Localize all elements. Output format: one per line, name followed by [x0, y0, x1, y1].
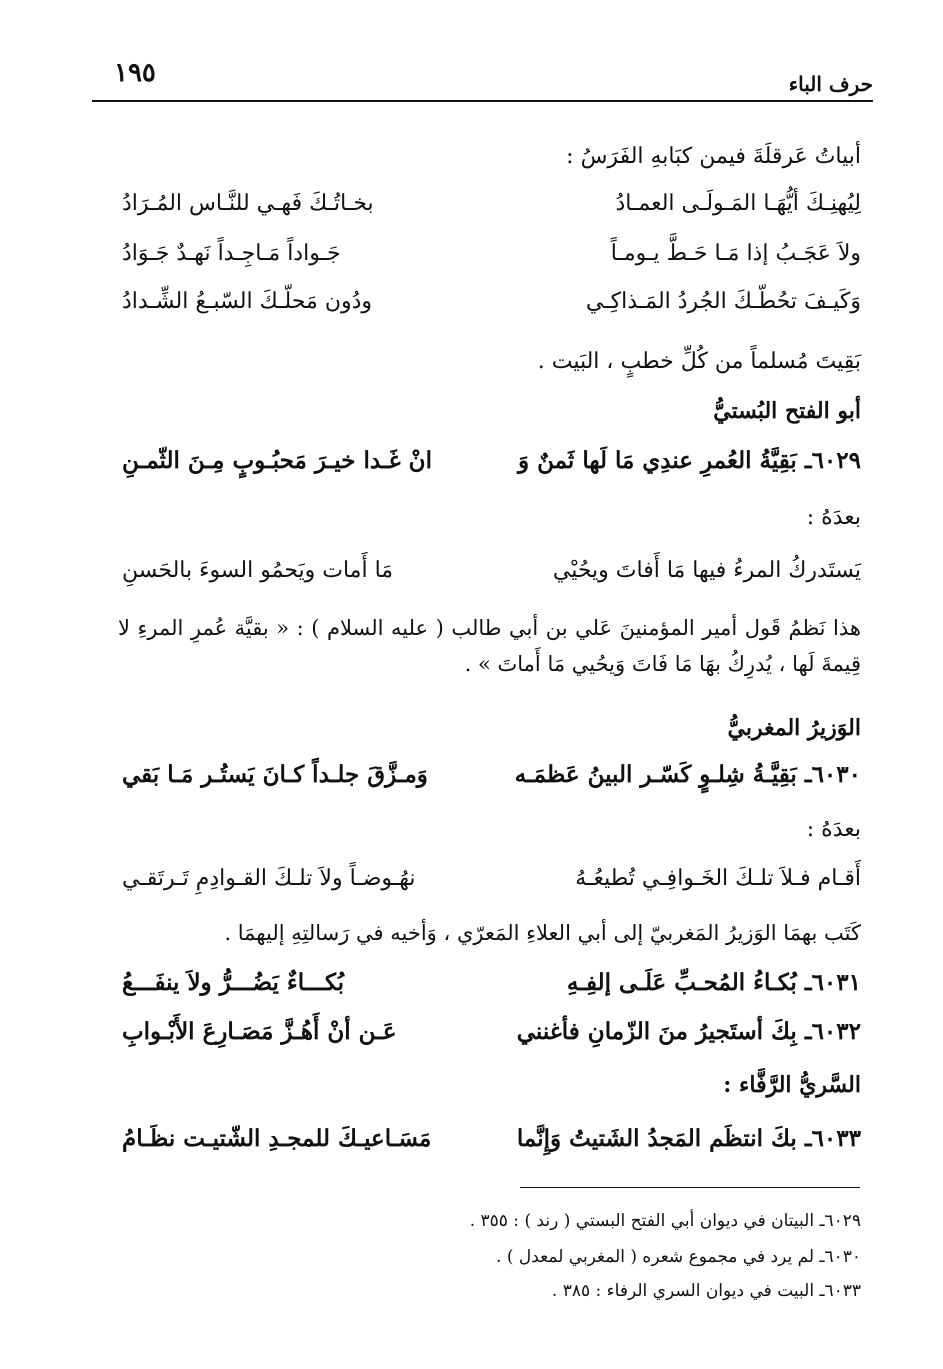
commentary-paragraph: كَتَب بهمَا الوَزيرُ المَغربيّ إلى أبي العلاءِ المَعرّي ، وَأخيه في رَسالتِهِ إليهمَا .: [224, 921, 861, 945]
after-label: بعدَهُ :: [806, 817, 861, 842]
first-hemistich: يَستَدركُ المرءُ فيها مَا أَفاتَ ويحُيْي: [552, 558, 861, 583]
first-hemistich: ٦٠٣٣ـ بكَ انتظَم المَجدُ الشَتيتُ وَإِنَّما: [516, 1125, 861, 1152]
second-hemistich: وَمـزَّقَ جلـداً كـانَ يَستُـر مَـا بَقي: [122, 761, 428, 788]
running-title: حرف الباء: [788, 72, 873, 96]
footnote: ٦٠٣٣ـ البيت في ديوان السري الرفاء : ٣٨٥ .: [551, 1281, 861, 1301]
first-hemistich: ٦٠٣٠ـ بَقِيَّـةُ شِلـوٍ كَسّـر البينُ عَظمَـه: [514, 761, 861, 788]
intro-line: أبياتُ عَرقلَةَ فيمن كبَابهِ الفَرَسُ :: [566, 144, 861, 169]
verse-line: [122, 554, 861, 588]
second-hemistich: انْ غَـدا خيـرَ مَحبُـوبٍ مِـنَ الثّمـنِ: [122, 447, 432, 474]
verse-line: [122, 862, 861, 896]
first-hemistich: ولاَ عَجَـبُ إذا مَـا حَـطَّ يـومـاً: [610, 241, 861, 266]
numbered-verse-6030: [122, 758, 861, 792]
second-hemistich: بُكـــاءٌ يَضُـــرُّ ولاَ ينفَـــعُ: [122, 969, 345, 996]
second-hemistich: جَـواداً مَـاجِـداً نَهـدٌ جَـوَادُ: [122, 241, 341, 266]
second-hemistich: نهُـوضـاً ولاَ تلـكَ القـوادِمِ تَـرتَقـي: [122, 866, 416, 891]
first-hemistich: ٦٠٢٩ـ بَقِيَّةُ العُمرِ عندِي مَا لَها ثَمنٌ وَ: [518, 447, 861, 474]
first-hemistich: ٦٠٣١ـ بُكـاءُ المُحـبِّ عَلَـى إلفِـهِ: [566, 969, 861, 996]
after-label: بعدَهُ :: [806, 505, 861, 530]
second-hemistich: مَسَـاعيـكَ للمجـدِ الشّتيـت نظَـامُ: [122, 1125, 432, 1152]
numbered-verse-6032: [122, 1015, 861, 1049]
page-header: [92, 52, 873, 98]
verse-line: [122, 237, 861, 271]
verse-line: [122, 187, 861, 221]
numbered-verse-6029: [122, 444, 861, 478]
second-hemistich: بخـاتُـكَ فَهـي للنَّـاس المُـرَادُ: [122, 191, 374, 216]
footnote-rule: [520, 1187, 860, 1188]
first-hemistich: أَقـام فـلاَ تلـكَ الخَـوافِـي تُطيعُـهُ: [575, 866, 861, 891]
header-rule: [92, 100, 873, 102]
second-hemistich: مَا أَمات ويَحمُو السوءَ بالحَسنِ: [122, 558, 394, 583]
commentary-paragraph: هذا نَظمُ قَول أمير المؤمنينَ عَلي بن أبي طالب ( عليه السلام ) : « بقيَّة عُمرِ المرءِ لا قِيمةَ لَها ، يُدرِكُ بهَا مَا فَاتَ وَيحُيي مَا أَماتَ » .: [118, 616, 861, 676]
page-number: ١٩٥: [114, 58, 156, 88]
second-hemistich: ودُون مَحلّـكَ السّبـعُ الشِّـدادُ: [122, 289, 373, 314]
poet-name: أبو الفتح البُستيُّ: [713, 398, 861, 424]
poet-name: الوَزيرُ المغربيُّ: [727, 715, 861, 741]
verse-reference: بَقِيتَ مُسلماً من كُلِّ خطبٍ ، البَيت .: [537, 349, 861, 374]
first-hemistich: ٦٠٣٢ـ بِكَ أستَجيرُ منَ الزّمانِ فأغنني: [516, 1018, 861, 1045]
verse-line: [122, 285, 861, 319]
first-hemistich: وَكَيـفَ تحُطّـكَ الجُردُ المَـذاكِـي: [585, 289, 861, 314]
footnote: ٦٠٣٠ـ لم يرد في مجموع شعره ( المغربي لمعدل ) .: [496, 1247, 861, 1267]
second-hemistich: عَـن أنْ أَهُـزَّ مَصَـارِعَ الأَبْـوابِ: [122, 1018, 397, 1045]
numbered-verse-6031: [122, 966, 861, 1000]
footnote: ٦٠٢٩ـ البيتان في ديوان أبي الفتح البستي ( رند ) : ٣٥٥ .: [469, 1211, 861, 1231]
first-hemistich: لِيُهنِـكَ أيُّهَـا المَـولَـى العمـادُ: [615, 191, 861, 216]
poet-name: السَّريُّ الرَّفَّاء :: [723, 1072, 861, 1098]
numbered-verse-6033: [122, 1122, 861, 1156]
